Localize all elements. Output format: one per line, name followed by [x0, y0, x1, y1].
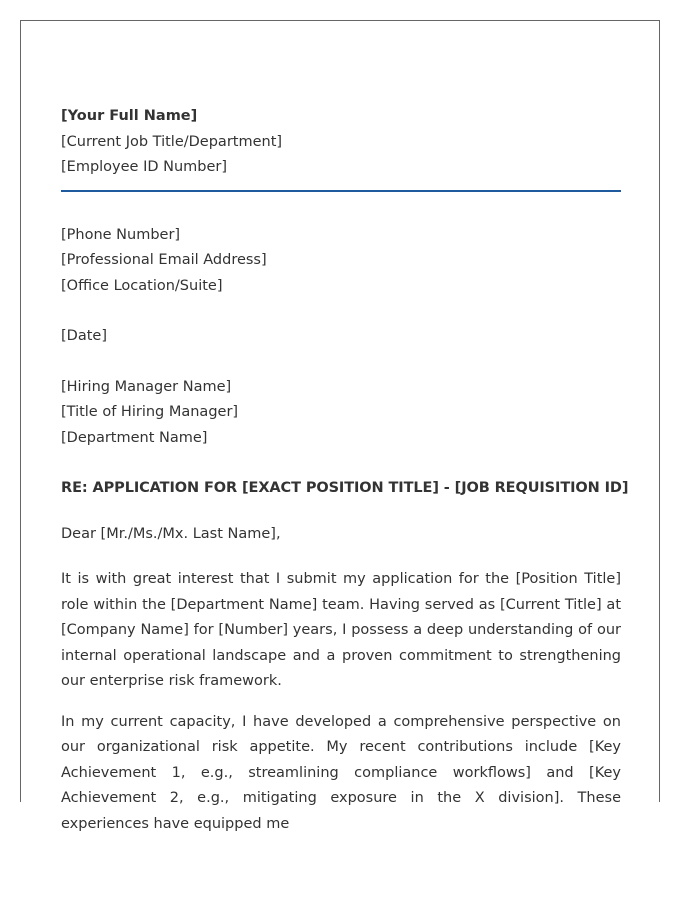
sender-office: [Office Location/Suite] — [61, 277, 223, 294]
cover-letter — [61, 104, 629, 837]
recipient-title: [Title of Hiring Manager] — [61, 404, 239, 420]
body-paragraph-1: It is with great interest that I submit my application for the [Position Title] role within the [Department Name] team. Having served as [Current Title] at [Company Name] for [Number] years, I possess a deep understanding of our internal operational landscape and a proven commitment to strengthening our enterprise risk framework. — [61, 571, 621, 689]
sender-employee-id: [Employee ID Number] — [61, 159, 228, 175]
salutation: Dear [Mr./Ms./Mx. Last Name], — [61, 525, 281, 542]
recipient-block — [61, 375, 621, 452]
subject-line: RE: APPLICATION FOR [EXACT POSITION TITLE] - [JOB REQUISITION ID] — [61, 480, 629, 496]
recipient-name: [Hiring Manager Name] — [61, 378, 232, 395]
recipient-department: [Department Name] — [61, 429, 208, 446]
sender-name: [Your Full Name] — [61, 108, 198, 124]
sender-job-title: [Current Job Title/Department] — [61, 133, 283, 150]
sender-email: [Professional Email Address] — [61, 252, 267, 268]
header-divider — [61, 190, 621, 192]
document-page — [20, 20, 660, 832]
body-paragraph-2: In my current capacity, I have developed a comprehensive perspective on our organizational risk appetite. My recent contributions include [Key Achievement 1, e.g., streamlining compliance workflows] and [Key Achievement 2, e.g., mitigating exposure in the X division]. These experiences have equipped me — [61, 713, 621, 832]
sender-contact — [61, 223, 621, 300]
sender-header — [61, 104, 621, 181]
letter-date: [Date] — [61, 328, 107, 344]
sender-phone: [Phone Number] — [61, 226, 181, 243]
